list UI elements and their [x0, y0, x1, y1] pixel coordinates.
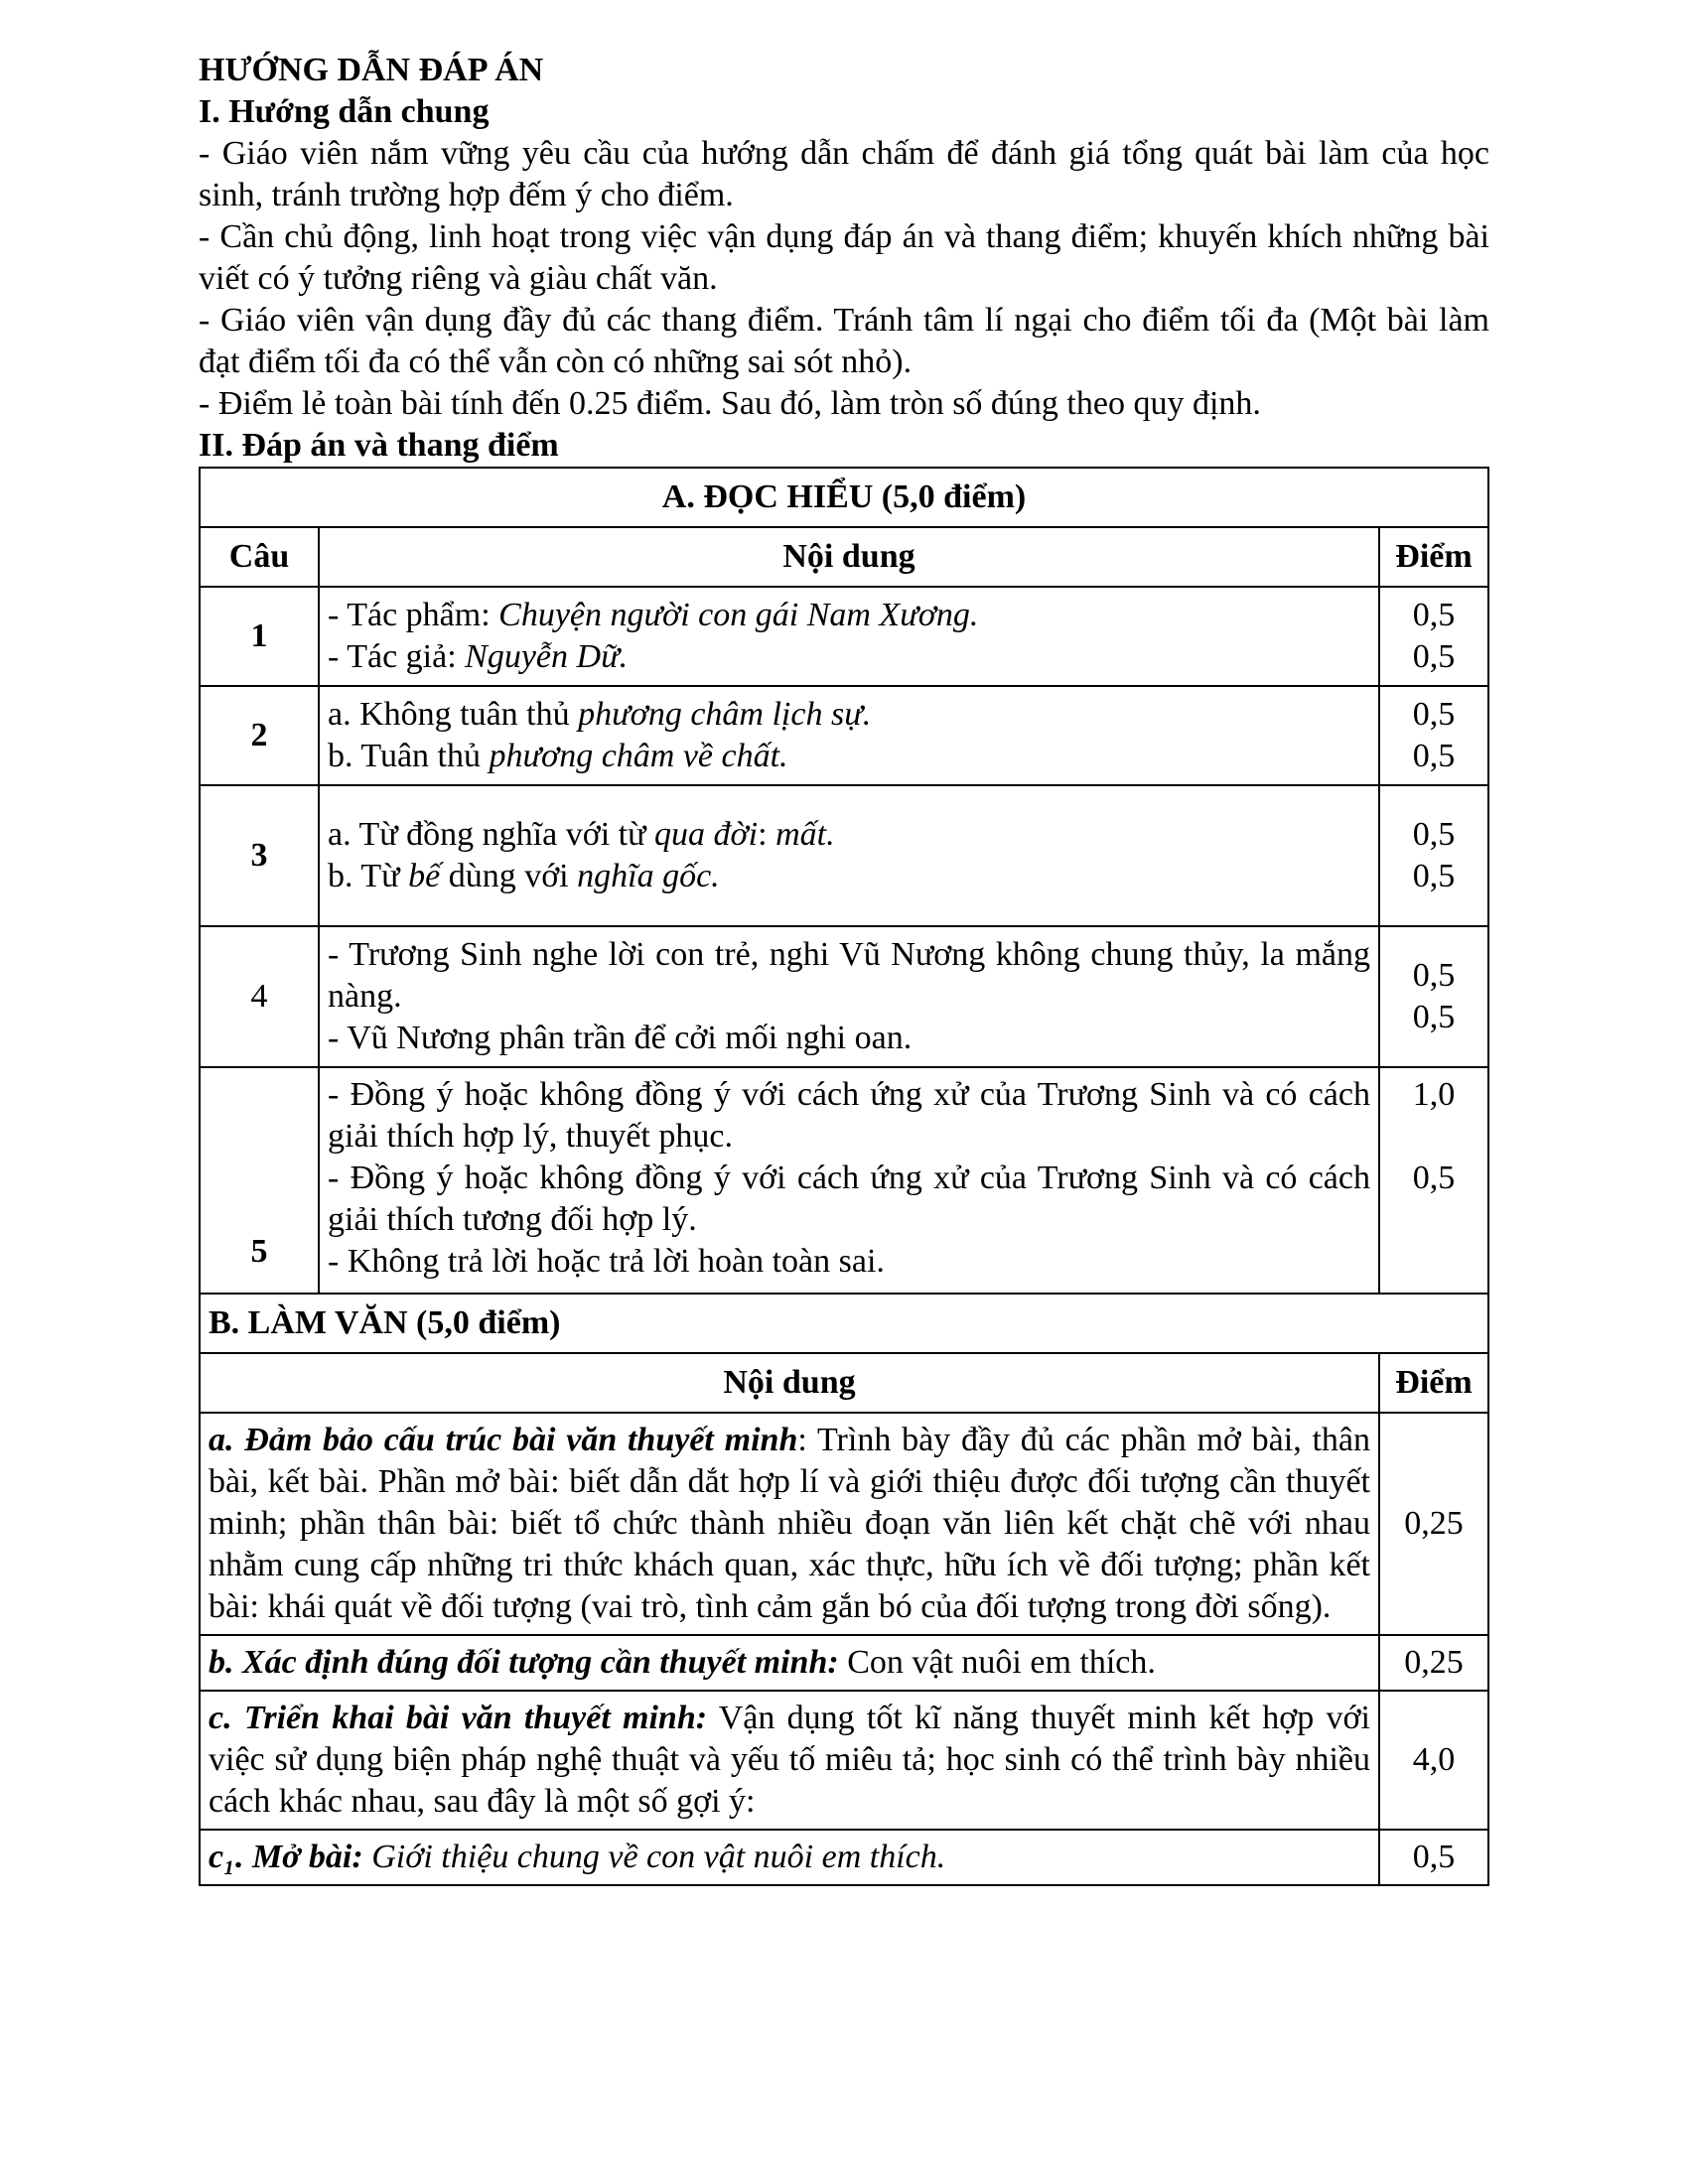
answer-text: b. Từ: [328, 858, 409, 894]
table-row: [200, 1067, 1488, 1294]
header-diem-b: Điểm: [1379, 1353, 1488, 1413]
answer-text: dùng với: [440, 858, 578, 894]
answer-text: a. Không tuân thủ: [328, 696, 579, 733]
answer-content: [319, 926, 1379, 1067]
score: 0,5: [1412, 816, 1456, 853]
answer-content: [319, 1067, 1379, 1294]
table-row: [200, 1635, 1488, 1691]
answer-italic: nghĩa gốc.: [577, 858, 720, 894]
answer-content: [319, 686, 1379, 785]
document-title: HƯỚNG DẪN ĐÁP ÁN: [199, 52, 544, 88]
score: 0,5: [1379, 1830, 1488, 1885]
answer-content: [319, 587, 1379, 686]
answer-text: - Vũ Nương phân trần để cởi mối nghi oan.: [328, 1020, 913, 1056]
score: 0,5: [1412, 597, 1456, 633]
guideline-item: - Cần chủ động, linh hoạt trong việc vận dụng đáp án và thang điểm; khuyến khích những bài viết có ý tưởng riêng và giàu chất văn.: [199, 218, 1489, 297]
answer-italic: bế: [408, 858, 441, 894]
cau-number: [200, 1067, 319, 1294]
criterion-label: b. Xác định đúng đối tượng cần thuyết minh:: [209, 1644, 839, 1681]
cau-number: 3: [200, 785, 319, 926]
score: 0,25: [1379, 1413, 1488, 1635]
cau-number-text: 5: [250, 1233, 268, 1270]
answer-content: [200, 1635, 1379, 1691]
answer-content: [319, 785, 1379, 926]
score: 0,5: [1412, 638, 1456, 675]
guideline-item: - Giáo viên vận dụng đầy đủ các thang điểm. Tránh tâm lí ngại cho điểm tối đa (Một bài làm đạt điểm tối đa có thể vẫn còn có những sai sót nhỏ).: [199, 302, 1489, 380]
answer-italic: Nguyễn Dữ.: [465, 638, 629, 675]
answer-italic: Chuyện người con gái Nam Xương.: [498, 597, 979, 633]
section2-heading: II. Đáp án và thang điểm: [199, 427, 559, 464]
score-cell: [1379, 587, 1488, 686]
score: 0,5: [1412, 738, 1456, 774]
guideline-item: - Điểm lẻ toàn bài tính đến 0.25 điểm. Sau đó, làm tròn số đúng theo quy định.: [199, 385, 1261, 422]
score: 0,5: [1412, 696, 1456, 733]
criterion-text: : Trình bày đầy đủ các phần mở bài, thân bài, kết bài. Phần mở bài: biết dẫn dắt hợp lí và giới thiệu được đối tượng cần thuyết minh; phần thân bài: biết tổ chức thành nhiều đoạn văn liên kết chặt chẽ với nhau nhằm cung cấp những tri thức khách quan, xác thực, hữu ích về đối tượng; phần kết bài: khái quát về đối tượng (vai trò, tình cảm gắn bó của đối tượng trong đời sống).: [209, 1422, 1370, 1625]
part-b-title: B. LÀM VĂN (5,0 điểm): [200, 1294, 1488, 1353]
answer-italic: qua đời: [654, 816, 759, 853]
criterion-text: Con vật nuôi em thích.: [838, 1644, 1156, 1681]
header-noidung: Nội dung: [319, 527, 1379, 587]
answer-text: :: [758, 816, 776, 853]
answer-text: - Không trả lời hoặc trả lời hoàn toàn sai.: [328, 1243, 885, 1280]
criterion-label: c₁. Mở bài:: [209, 1839, 363, 1875]
section1-heading: I. Hướng dẫn chung: [199, 93, 490, 130]
score: 1,0: [1412, 1076, 1456, 1113]
criterion-text: Vận dụng tốt kĩ năng thuyết minh kết hợp với việc sử dụng biện pháp nghệ thuật và yếu tố miêu tả; học sinh có thể trình bày nhiều cách khác nhau, sau đây là một số gợi ý:: [209, 1700, 1370, 1820]
answer-text: b. Tuân thủ: [328, 738, 490, 774]
table-row: [200, 926, 1488, 1067]
score: 0,5: [1412, 1160, 1456, 1196]
score: 0,5: [1412, 858, 1456, 894]
score-cell: [1379, 1067, 1488, 1294]
table-row: [200, 587, 1488, 686]
cau-number: 1: [200, 587, 319, 686]
answer-content: [200, 1413, 1379, 1635]
answer-italic: phương châm về chất.: [489, 738, 788, 774]
score-cell: [1379, 686, 1488, 785]
header-cau: Câu: [200, 527, 319, 587]
table-row: [200, 1691, 1488, 1830]
table-row: [200, 527, 1488, 587]
answer-text: a. Từ đồng nghĩa với từ: [328, 816, 655, 853]
table-row: [200, 785, 1488, 926]
answer-text: - Đồng ý hoặc không đồng ý với cách ứng xử của Trương Sinh và có cách giải thích hợp lý, thuyết phục.: [328, 1076, 1370, 1155]
score-cell: [1379, 785, 1488, 926]
criterion-label: c. Triển khai bài văn thuyết minh:: [209, 1700, 708, 1736]
document-page: [199, 50, 1489, 1886]
score: 0,5: [1412, 999, 1456, 1035]
cau-number: 4: [200, 926, 319, 1067]
score-spacer: [1388, 1116, 1479, 1158]
table-row: [200, 1353, 1488, 1413]
criterion-label: a. Đảm bảo cấu trúc bài văn thuyết minh: [209, 1422, 798, 1458]
table-row: [200, 1413, 1488, 1635]
table-row: [200, 1294, 1488, 1353]
criterion-text: Giới thiệu chung về con vật nuôi em thích.: [362, 1839, 946, 1875]
answer-table: [199, 467, 1489, 1886]
header-noidung-b: Nội dung: [200, 1353, 1379, 1413]
answer-italic: phương châm lịch sự.: [578, 696, 872, 733]
answer-italic: mất.: [775, 816, 835, 853]
score: 4,0: [1379, 1691, 1488, 1830]
table-row: [200, 686, 1488, 785]
score: 0,25: [1379, 1635, 1488, 1691]
cau-number: 2: [200, 686, 319, 785]
score-cell: [1379, 926, 1488, 1067]
answer-text: - Tác phẩm:: [328, 597, 499, 633]
answer-content: [200, 1830, 1379, 1885]
table-row: [200, 468, 1488, 527]
answer-content: [200, 1691, 1379, 1830]
part-a-title: A. ĐỌC HIỂU (5,0 điểm): [200, 468, 1488, 527]
header-diem: Điểm: [1379, 527, 1488, 587]
answer-text: - Tác giả:: [328, 638, 466, 675]
table-row: [200, 1830, 1488, 1885]
guideline-item: - Giáo viên nắm vững yêu cầu của hướng dẫn chấm để đánh giá tổng quát bài làm của học sinh, tránh trường hợp đếm ý cho điểm.: [199, 135, 1489, 213]
answer-text: - Đồng ý hoặc không đồng ý với cách ứng xử của Trương Sinh và có cách giải thích tương đối hợp lý.: [328, 1160, 1370, 1238]
score: 0,5: [1412, 957, 1456, 994]
answer-text: - Trương Sinh nghe lời con trẻ, nghi Vũ Nương không chung thủy, la mắng nàng.: [328, 936, 1370, 1015]
